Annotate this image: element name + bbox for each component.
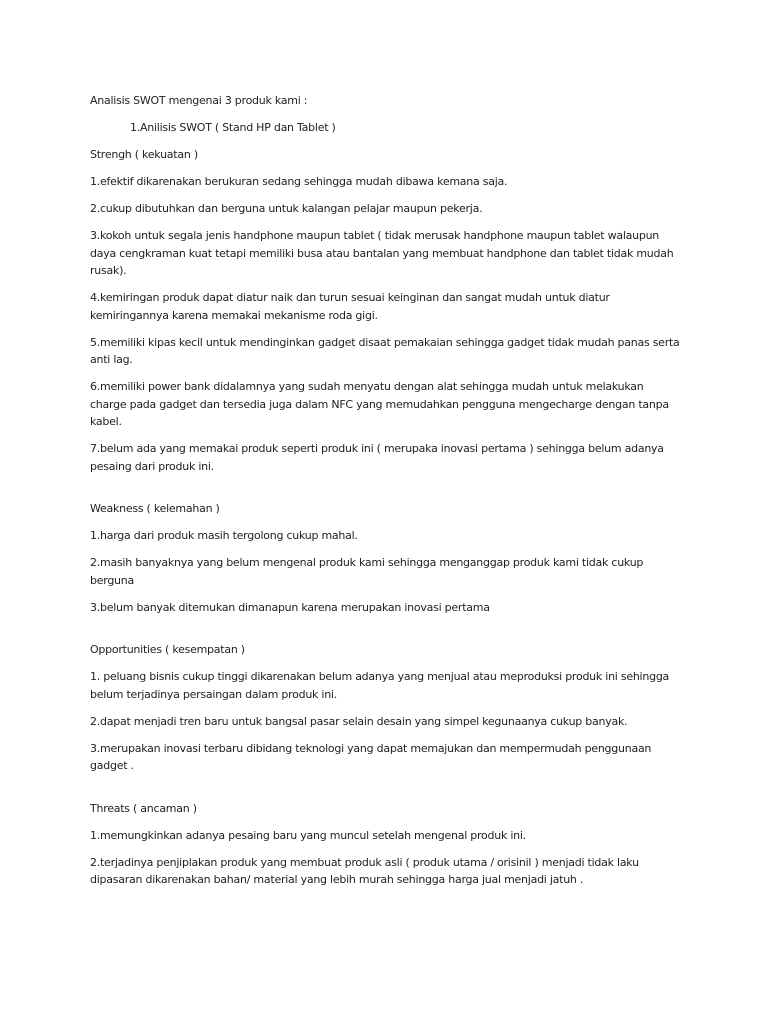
document-subtitle: 1.Anilisis SWOT ( Stand HP dan Tablet ) xyxy=(130,121,336,134)
strength-item: 6.memiliki power bank didalamnya yang sudah menyatu dengan alat sehingga mudah untuk melakukan charge pada gadget dan tersedia juga dalam NFC yang memudahkan pengguna mengecharge dengan tanpa kabel. xyxy=(90,380,669,428)
section-heading-weakness: Weakness ( kelemahan ) xyxy=(90,502,220,515)
strength-item: 1.efektif dikarenakan berukuran sedang sehingga mudah dibawa kemana saja. xyxy=(90,175,508,188)
weakness-item: 2.masih banyaknya yang belum mengenal produk kami sehingga menganggap produk kami tidak cukup berguna xyxy=(90,556,644,587)
strength-item: 7.belum ada yang memakai produk seperti produk ini ( merupaka inovasi pertama ) sehingga belum adanya pesaing dari produk ini. xyxy=(90,442,664,473)
section-heading-strength: Strengh ( kekuatan ) xyxy=(90,148,198,161)
opportunity-item: 1. peluang bisnis cukup tinggi dikarenakan belum adanya yang menjual atau meproduksi produk ini sehingga belum terjadinya persaingan dalam produk ini. xyxy=(90,670,670,701)
weakness-item: 1.harga dari produk masih tergolong cukup mahal. xyxy=(90,529,358,542)
threat-item: 1.memungkinkan adanya pesaing baru yang muncul setelah mengenal produk ini. xyxy=(90,828,526,842)
document-body xyxy=(90,92,680,898)
strength-item: 4.kemiringan produk dapat diatur naik dan turun sesuai keinginan dan sangat mudah untuk diatur kemiringannya karena memakai mekanisme roda gigi. xyxy=(90,291,610,322)
document-title: Analisis SWOT mengenai 3 produk kami : xyxy=(90,94,308,107)
strength-item: 3.kokoh untuk segala jenis handphone maupun tablet ( tidak merusak handphone maupun tablet walaupun daya cengkraman kuat tetapi memiliki busa atau bantalan yang membuat handphone dan tablet tidak mudah rusak). xyxy=(90,229,674,277)
section-heading-threats: Threats ( ancaman ) xyxy=(90,801,197,815)
strength-item: 5.memiliki kipas kecil untuk mendinginkan gadget disaat pemakaian sehingga gadget tidak mudah panas serta anti lag. xyxy=(90,335,680,366)
strength-item: 2.cukup dibutuhkan dan berguna untuk kalangan pelajar maupun pekerja. xyxy=(90,202,483,215)
opportunity-item: 3.merupakan inovasi terbaru dibidang teknologi yang dapat memajukan dan mempermudah penggunaan gadget . xyxy=(90,741,652,772)
section-heading-opportunities: Opportunities ( kesempatan ) xyxy=(90,643,245,656)
weakness-item: 3.belum banyak ditemukan dimanapun karena merupakan inovasi pertama xyxy=(90,600,490,614)
opportunity-item: 2.dapat menjadi tren baru untuk bangsal pasar selain desain yang simpel kegunaanya cukup banyak. xyxy=(90,714,628,728)
threat-item: 2.terjadinya penjiplakan produk yang membuat produk asli ( produk utama / orisinil ) menjadi tidak laku dipasaran dikarenakan bahan/ material yang lebih murah sehingga harga jual menjadi jatuh . xyxy=(90,855,639,886)
